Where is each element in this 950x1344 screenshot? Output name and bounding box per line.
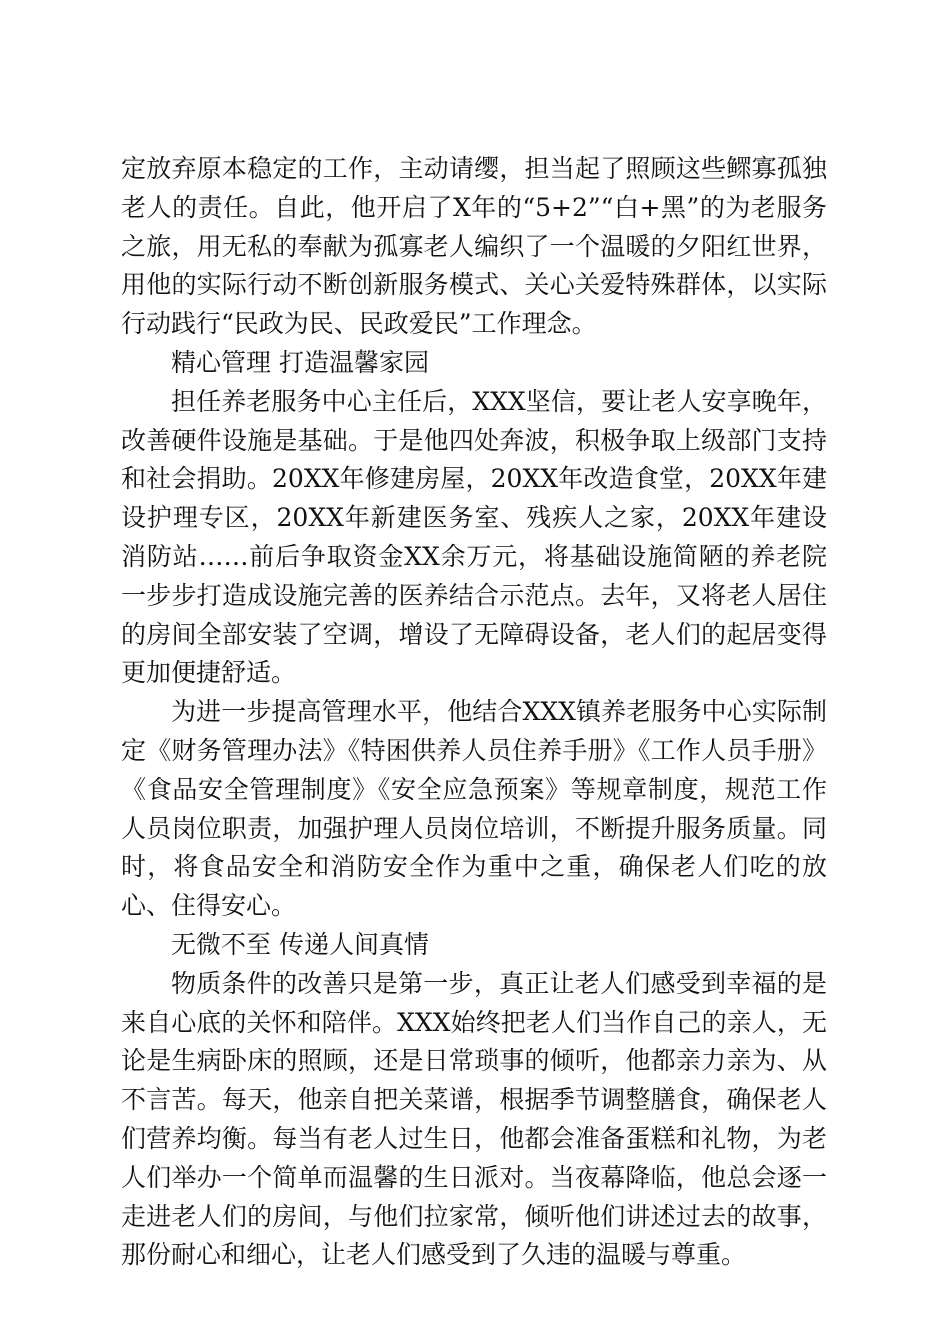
section-heading-management: 精心管理 打造温馨家园 [171,347,429,377]
section-heading-care: 无微不至 传递人间真情 [171,929,429,959]
paragraph-continuation: 定放弃原本稳定的工作，主动请缨，担当起了照顾这些鳏寡孤独老人的责任。自此，他开启了X年的“5+2”“白+黑”的为老服务之旅，用无私的奉献为孤寡老人编织了一个温暖的夕阳红世界，用他的实际行动不断创新服务模式、关心关爱特殊群体，以实际行动践行“民政为民、民政爱民”工作理念。 [121,154,827,339]
paragraph-companionship: 物质条件的改善只是第一步，真正让老人们感受到幸福的是来自心底的关怀和陪伴。XXX始终把老人们当作自己的亲人，无论是生病卧床的照顾，还是日常琐事的倾听，他都亲力亲为、从不言苦。每天，他亲自把关菜谱，根据季节调整膳食，确保老人们营养均衡。每当有老人过生日，他都会准备蛋糕和礼物，为老人们举办一个简单而温馨的生日派对。当夜幕降临，他总会逐一走进老人们的房间，与他们拉家常，倾听他们讲述过去的故事，那份耐心和细心，让老人们感受到了久违的温暖与尊重。 [121,968,827,1270]
paragraph-facilities: 担任养老服务中心主任后，XXX坚信，要让老人安享晚年，改善硬件设施是基础。于是他四处奔波，积极争取上级部门支持和社会捐助。20XX年修建房屋，20XX年改造食堂，20XX年建设护理专区，20XX年新建医务室、残疾人之家，20XX年建设消防站……前后争取资金XX余万元，将基础设施简陋的养老院一步步打造成设施完善的医养结合示范点。去年，又将老人居住的房间全部安装了空调，增设了无障碍设备，老人们的起居变得更加便捷舒适。 [121,386,827,688]
paragraph-regulations: 为进一步提高管理水平，他结合XXX镇养老服务中心实际制定《财务管理办法》《特困供养人员住养手册》《工作人员手册》《食品安全管理制度》《安全应急预案》等规章制度，规范工作人员岗位职责，加强护理人员岗位培训，不断提升服务质量。同时，将食品安全和消防安全作为重中之重，确保老人们吃的放心、住得安心。 [121,697,827,921]
document-body [121,150,827,1275]
